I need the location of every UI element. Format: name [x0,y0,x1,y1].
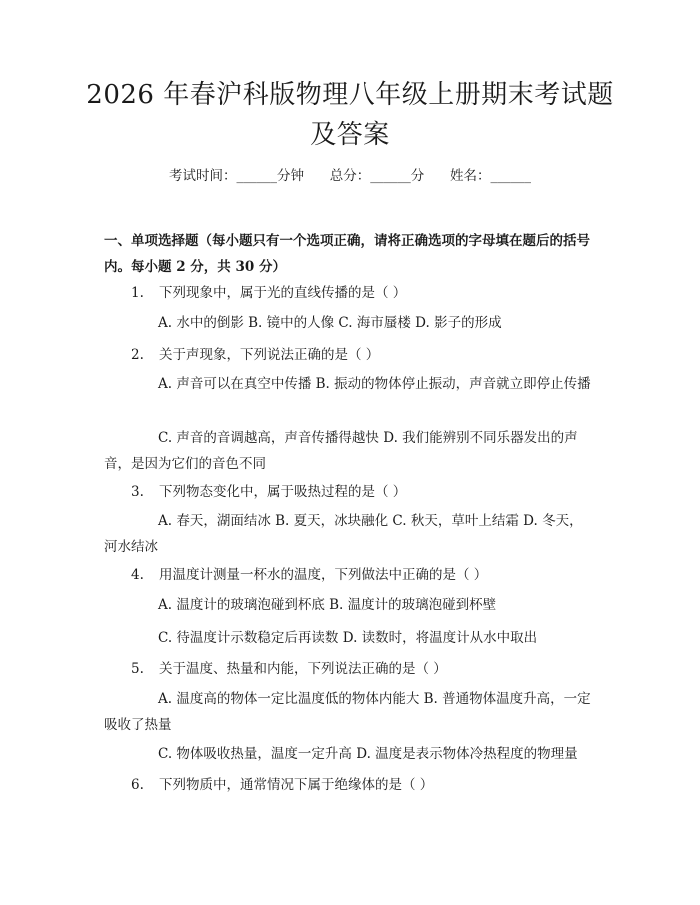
question-text: 关于温度、热量和内能，下列说法正确的是（ ） [159,661,447,677]
question-5-options-ab: A. 温度高的物体一定比温度低的物体内能大 B. 普通物体温度升高，一定吸收了热量 [104,691,591,733]
question-2-options-cd: C. 声音的音调越高，声音传播得越快 D. 我们能辨别不同乐器发出的声音，是因为它们的音色不同 [104,430,578,472]
question-text: 下列物态变化中，属于吸热过程的是（ ） [159,484,407,500]
exam-title-line2: 及答案 [310,120,390,150]
question-2 [131,345,601,365]
exam-title-line1: 2026 年春沪科版物理八年级上册期末考试题 [86,80,614,110]
section-heading: 一、单项选择题（每小题只有一个选项正确，请将正确选项的字母填在题后的括号内。每小题 2 分，共 30 分） [104,233,590,275]
question-text: 关于声现象，下列说法正确的是（ ） [159,347,380,363]
question-6 [131,775,601,795]
question-4 [131,565,601,585]
question-4-options-ab: A. 温度计的玻璃泡碰到杯底 B. 温度计的玻璃泡碰到杯壁 [158,597,497,613]
question-number: 1. [131,285,144,301]
question-text: 下列物质中，通常情况下属于绝缘体的是（ ） [159,777,434,793]
question-5-options-cd: C. 物体吸收热量，温度一定升高 D. 温度是表示物体冷热程度的物理量 [158,746,578,762]
question-4-options-cd: C. 待温度计示数稳定后再读数 D. 读数时，将温度计从水中取出 [158,630,538,646]
question-number: 4. [131,567,144,583]
question-number: 5. [131,661,144,677]
question-1-options: A. 水中的倒影 B. 镜中的人像 C. 海市蜃楼 D. 影子的形成 [158,315,502,331]
question-number: 6. [131,777,144,793]
question-number: 2. [131,347,144,363]
question-number: 3. [131,484,144,500]
question-5 [131,659,601,679]
question-1 [131,283,601,303]
question-text: 下列现象中，属于光的直线传播的是（ ） [159,285,407,301]
exam-info-line: 考试时间：______分钟 总分：______分 姓名：______ [169,168,531,184]
question-3 [131,482,601,502]
question-3-options: A. 春天，湖面结冰 B. 夏天，冰块融化 C. 秋天，草叶上结霜 D. 冬天，河水结冰 [104,513,583,555]
question-text: 用温度计测量一杯水的温度，下列做法中正确的是（ ） [159,567,488,583]
question-2-options-ab: A. 声音可以在真空中传播 B. 振动的物体停止振动，声音就立即停止传播 [158,376,591,392]
